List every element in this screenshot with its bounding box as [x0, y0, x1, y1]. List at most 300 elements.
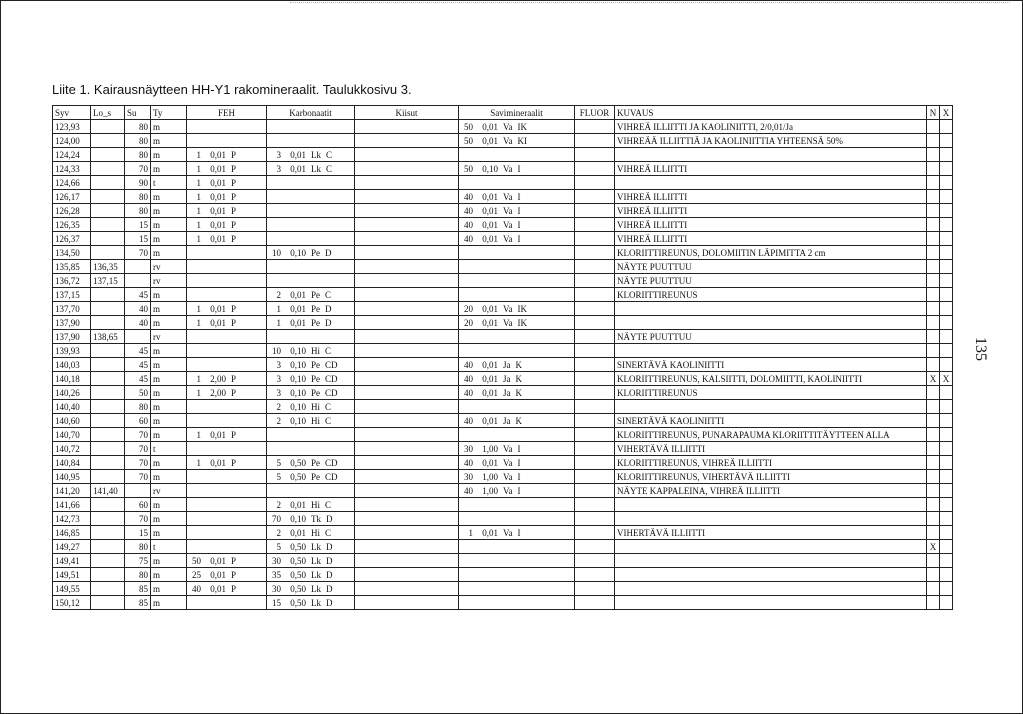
feh-amount: 1: [196, 177, 201, 188]
syv-value: 150,12: [55, 597, 80, 608]
feh-amount: 25: [192, 569, 201, 580]
feh-amount: 50: [192, 555, 201, 566]
sav-mineral: I: [517, 471, 521, 482]
ty-value: m: [153, 555, 161, 566]
syv-value: 140,26: [55, 387, 80, 398]
syv-value: 149,51: [55, 569, 80, 580]
karb-mineral: C: [325, 345, 332, 356]
karb-mineral: D: [326, 541, 333, 552]
sav-type: Va: [503, 527, 513, 538]
sav-amount: 40: [464, 233, 473, 244]
header-karbonaatit: Karbonaatit: [267, 106, 355, 120]
karb-amount: 3: [276, 387, 281, 398]
table-row: [53, 582, 953, 596]
sav-thickness: 0,01: [482, 121, 498, 132]
karb-thickness: 0,50: [290, 457, 306, 468]
karb-mineral: C: [326, 149, 333, 160]
table-row: [53, 176, 953, 190]
feh-thickness: 0,01: [210, 163, 226, 174]
karb-mineral: CD: [325, 359, 338, 370]
su-value: 80: [139, 401, 148, 412]
table-row: [53, 596, 953, 610]
kuvaus-value: VIHREÄ ILLIITTI JA KAOLINIITTI, 2/0,01/Ja: [617, 121, 793, 132]
sav-mineral: K: [515, 373, 522, 384]
syv-value: 126,17: [55, 191, 80, 202]
feh-amount: 1: [196, 163, 201, 174]
table-row: [53, 148, 953, 162]
feh-amount: 1: [196, 149, 201, 160]
sav-thickness: 1,00: [482, 443, 498, 454]
karb-thickness: 0,01: [290, 317, 306, 328]
karb-mineral: D: [326, 597, 333, 608]
table-row: [53, 540, 953, 554]
karb-thickness: 0,10: [290, 359, 306, 370]
page-number: 135: [972, 337, 989, 361]
sav-type: Va: [503, 485, 513, 496]
sav-mineral: KI: [517, 135, 527, 146]
su-value: 80: [139, 149, 148, 160]
sav-amount: 40: [464, 457, 473, 468]
ty-value: m: [153, 359, 161, 370]
table-row: [53, 414, 953, 428]
syv-value: 126,37: [55, 233, 80, 244]
x-value: X: [942, 373, 950, 384]
su-value: 70: [139, 457, 148, 468]
ty-value: m: [153, 289, 161, 300]
header-su: Su: [125, 106, 151, 120]
su-value: 75: [139, 555, 148, 566]
karb-thickness: 0,10: [290, 247, 306, 258]
karb-thickness: 0,50: [290, 471, 306, 482]
table-row: [53, 386, 953, 400]
table-row: [53, 512, 953, 526]
ty-value: rv: [153, 275, 161, 286]
karb-type: Hi: [311, 499, 320, 510]
syv-value: 140,95: [55, 471, 80, 482]
karb-thickness: 0,10: [290, 401, 306, 412]
table-row: [53, 568, 953, 582]
su-value: 40: [139, 303, 148, 314]
karb-amount: 1: [276, 317, 281, 328]
feh-thickness: 0,01: [210, 569, 226, 580]
sav-mineral: K: [515, 415, 522, 426]
n-value: X: [929, 541, 937, 552]
feh-amount: 40: [192, 583, 201, 594]
karb-thickness: 0,50: [290, 583, 306, 594]
feh-thickness: 0,01: [210, 317, 226, 328]
karb-amount: 5: [276, 471, 281, 482]
feh-type: P: [231, 373, 237, 384]
table-row: [53, 120, 953, 134]
karb-amount: 10: [272, 247, 281, 258]
karb-mineral: C: [325, 401, 332, 412]
karb-amount: 30: [272, 583, 281, 594]
header-syv: Syv: [53, 106, 91, 120]
header-ty: Ty: [151, 106, 187, 120]
table-row: [53, 330, 953, 344]
syv-value: 137,90: [55, 331, 80, 342]
syv-value: 149,41: [55, 555, 80, 566]
feh-thickness: 0,01: [210, 233, 226, 244]
sav-type: Va: [503, 219, 513, 230]
feh-type: P: [231, 387, 237, 398]
feh-type: P: [231, 163, 237, 174]
ty-value: m: [153, 387, 161, 398]
ty-value: m: [153, 457, 161, 468]
sav-amount: 30: [464, 471, 473, 482]
feh-type: P: [231, 569, 237, 580]
table-row: [53, 344, 953, 358]
feh-amount: 1: [196, 219, 201, 230]
su-value: 70: [139, 513, 148, 524]
feh-thickness: 0,01: [210, 303, 226, 314]
su-value: 85: [139, 597, 148, 608]
karb-mineral: C: [325, 499, 332, 510]
sav-amount: 40: [464, 205, 473, 216]
table-row: [53, 456, 953, 470]
table-row: [53, 302, 953, 316]
su-value: 50: [139, 387, 148, 398]
su-value: 60: [139, 415, 148, 426]
table-row: [53, 246, 953, 260]
syv-value: 142,73: [55, 513, 80, 524]
karb-type: Hi: [311, 401, 320, 412]
karb-thickness: 0,10: [290, 387, 306, 398]
sav-type: Va: [503, 457, 513, 468]
sav-thickness: 0,01: [482, 457, 498, 468]
feh-thickness: 2,00: [210, 373, 226, 384]
sav-mineral: I: [517, 457, 521, 468]
sav-mineral: K: [515, 359, 522, 370]
sav-thickness: 1,00: [482, 485, 498, 496]
sav-amount: 40: [464, 415, 473, 426]
karb-amount: 35: [272, 569, 281, 580]
sav-mineral: I: [517, 527, 521, 538]
karb-amount: 2: [276, 415, 281, 426]
lo-s-value: 141,40: [93, 485, 118, 496]
su-value: 45: [139, 373, 148, 384]
sav-mineral: K: [515, 387, 522, 398]
ty-value: m: [153, 121, 161, 132]
su-value: 45: [139, 359, 148, 370]
syv-value: 137,70: [55, 303, 80, 314]
table-body: [53, 120, 953, 610]
karb-thickness: 0,01: [290, 163, 306, 174]
karb-thickness: 0,01: [290, 527, 306, 538]
ty-value: t: [153, 443, 156, 454]
karb-thickness: 0,10: [290, 415, 306, 426]
sav-amount: 20: [464, 317, 473, 328]
kuvaus-value: KLORIITTIREUNUS, PUNARAPAUMA KLORIITTITÄYTTEEN ALLA: [617, 429, 890, 440]
su-value: 90: [139, 177, 148, 188]
karb-mineral: CD: [325, 471, 338, 482]
su-value: 80: [139, 135, 148, 146]
sav-thickness: 0,01: [482, 373, 498, 384]
feh-type: P: [231, 457, 237, 468]
sav-thickness: 0,01: [482, 219, 498, 230]
top-edge-marks: [290, 2, 1010, 4]
feh-type: P: [231, 429, 237, 440]
kuvaus-value: VIHREÄÄ ILLIITTIÄ JA KAOLINIITTIA YHTEENSÄ 50%: [617, 135, 843, 146]
karb-amount: 2: [276, 289, 281, 300]
table-row: [53, 526, 953, 540]
sav-type: Va: [503, 443, 513, 454]
su-value: 70: [139, 429, 148, 440]
sav-type: Va: [503, 205, 513, 216]
kuvaus-value: SINERTÄVÄ KAOLINIITTI: [617, 415, 725, 426]
karb-amount: 15: [272, 597, 281, 608]
sav-amount: 40: [464, 191, 473, 202]
table-row: [53, 470, 953, 484]
lo-s-value: 137,15: [93, 275, 118, 286]
header-row: [53, 106, 953, 120]
feh-type: P: [231, 583, 237, 594]
feh-type: P: [231, 205, 237, 216]
feh-thickness: 0,01: [210, 429, 226, 440]
ty-value: m: [153, 345, 161, 356]
karb-thickness: 0,50: [290, 569, 306, 580]
syv-value: 146,85: [55, 527, 80, 538]
karb-type: Lk: [311, 569, 321, 580]
syv-value: 140,40: [55, 401, 80, 412]
sav-type: Va: [503, 233, 513, 244]
header-n: N: [927, 106, 940, 120]
table-row: [53, 358, 953, 372]
karb-thickness: 0,50: [290, 541, 306, 552]
table-row: [53, 162, 953, 176]
feh-type: P: [231, 149, 237, 160]
sav-type: Va: [503, 303, 513, 314]
ty-value: m: [153, 499, 161, 510]
feh-amount: 1: [196, 457, 201, 468]
ty-value: t: [153, 541, 156, 552]
karb-type: Pe: [311, 359, 320, 370]
karb-mineral: C: [325, 289, 332, 300]
karb-type: Pe: [311, 457, 320, 468]
sav-type: Ja: [503, 359, 511, 370]
feh-type: P: [231, 233, 237, 244]
ty-value: m: [153, 597, 161, 608]
header-lo-s: Lo_s: [91, 106, 125, 120]
sav-thickness: 0,01: [482, 415, 498, 426]
kuvaus-value: KLORIITTIREUNUS: [617, 289, 698, 300]
syv-value: 140,60: [55, 415, 80, 426]
karb-type: Hi: [311, 415, 320, 426]
su-value: 45: [139, 345, 148, 356]
sav-amount: 40: [464, 485, 473, 496]
karb-amount: 2: [276, 527, 281, 538]
sav-thickness: 0,01: [482, 135, 498, 146]
su-value: 80: [139, 541, 148, 552]
karb-amount: 10: [272, 345, 281, 356]
karb-amount: 30: [272, 555, 281, 566]
ty-value: m: [153, 303, 161, 314]
sav-type: Va: [503, 135, 513, 146]
karb-mineral: C: [326, 163, 333, 174]
table-row: [53, 498, 953, 512]
ty-value: m: [153, 527, 161, 538]
ty-value: m: [153, 471, 161, 482]
header-savimineraalit: Savimineraalit: [459, 106, 575, 120]
feh-type: P: [231, 177, 237, 188]
sav-amount: 30: [464, 443, 473, 454]
karb-mineral: C: [325, 527, 332, 538]
karb-amount: 2: [276, 401, 281, 412]
table-row: [53, 134, 953, 148]
lo-s-value: 138,65: [93, 331, 118, 342]
syv-value: 141,20: [55, 485, 80, 496]
syv-value: 140,72: [55, 443, 80, 454]
sav-type: Va: [503, 163, 513, 174]
kuvaus-value: NÄYTE PUUTTUU: [617, 331, 692, 342]
sav-thickness: 0,01: [482, 359, 498, 370]
sav-mineral: I: [517, 233, 521, 244]
su-value: 15: [139, 219, 148, 230]
feh-thickness: 0,01: [210, 457, 226, 468]
ty-value: m: [153, 191, 161, 202]
n-value: X: [929, 373, 937, 384]
su-value: 45: [139, 289, 148, 300]
sav-thickness: 0,01: [482, 205, 498, 216]
sav-amount: 50: [464, 135, 473, 146]
sav-type: Va: [503, 121, 513, 132]
karb-type: Lk: [311, 149, 321, 160]
karb-type: Pe: [311, 247, 320, 258]
feh-thickness: 0,01: [210, 191, 226, 202]
sav-amount: 20: [464, 303, 473, 314]
karb-mineral: D: [325, 303, 332, 314]
su-value: 70: [139, 471, 148, 482]
table-row: [53, 190, 953, 204]
sav-amount: 50: [464, 121, 473, 132]
sav-mineral: I: [517, 443, 521, 454]
ty-value: m: [153, 569, 161, 580]
sav-thickness: 0,01: [482, 303, 498, 314]
karb-type: Lk: [311, 163, 321, 174]
karb-thickness: 0,10: [290, 345, 306, 356]
syv-value: 124,66: [55, 177, 80, 188]
feh-amount: 1: [196, 205, 201, 216]
table-row: [53, 288, 953, 302]
karb-thickness: 0,50: [290, 597, 306, 608]
feh-amount: 1: [196, 317, 201, 328]
sav-thickness: 0,01: [482, 387, 498, 398]
karb-type: Lk: [311, 541, 321, 552]
table-row: [53, 400, 953, 414]
sav-mineral: I: [517, 205, 521, 216]
sav-thickness: 0,01: [482, 527, 498, 538]
feh-amount: 1: [196, 303, 201, 314]
su-value: 70: [139, 163, 148, 174]
feh-thickness: 0,01: [210, 205, 226, 216]
kuvaus-value: VIHREÄ ILLIITTI: [617, 191, 688, 202]
table-row: [53, 372, 953, 386]
header-fluor: FLUOR: [575, 106, 615, 120]
ty-value: t: [153, 177, 156, 188]
su-value: 80: [139, 569, 148, 580]
karb-mineral: D: [326, 569, 333, 580]
ty-value: m: [153, 401, 161, 412]
karb-thickness: 0,01: [290, 303, 306, 314]
table-row: [53, 484, 953, 498]
sav-thickness: 0,01: [482, 317, 498, 328]
kuvaus-value: VIHREÄ ILLIITTI: [617, 205, 688, 216]
karb-type: Pe: [311, 387, 320, 398]
karb-mineral: D: [326, 513, 333, 524]
syv-value: 135,85: [55, 261, 80, 272]
karb-mineral: D: [326, 583, 333, 594]
feh-thickness: 0,01: [210, 177, 226, 188]
table-row: [53, 428, 953, 442]
syv-value: 134,50: [55, 247, 80, 258]
sav-mineral: I: [517, 485, 521, 496]
ty-value: m: [153, 317, 161, 328]
table-row: [53, 274, 953, 288]
feh-thickness: 2,00: [210, 387, 226, 398]
sav-thickness: 0,01: [482, 191, 498, 202]
ty-value: rv: [153, 485, 161, 496]
feh-type: P: [231, 555, 237, 566]
feh-type: P: [231, 191, 237, 202]
sav-mineral: IK: [517, 317, 527, 328]
karb-mineral: CD: [325, 457, 338, 468]
mineral-table: [52, 105, 953, 610]
karb-amount: 70: [272, 513, 281, 524]
ty-value: m: [153, 205, 161, 216]
su-value: 15: [139, 233, 148, 244]
karb-amount: 1: [276, 303, 281, 314]
karb-thickness: 0,10: [290, 373, 306, 384]
sav-mineral: I: [517, 191, 521, 202]
feh-type: P: [231, 219, 237, 230]
kuvaus-value: NÄYTE PUUTTUU: [617, 275, 692, 286]
lo-s-value: 136,35: [93, 261, 118, 272]
ty-value: m: [153, 163, 161, 174]
karb-type: Lk: [311, 555, 321, 566]
sav-amount: 40: [464, 359, 473, 370]
karb-amount: 3: [276, 359, 281, 370]
ty-value: m: [153, 583, 161, 594]
table-row: [53, 232, 953, 246]
karb-amount: 5: [276, 541, 281, 552]
table-row: [53, 260, 953, 274]
syv-value: 139,93: [55, 345, 80, 356]
kuvaus-value: KLORIITTIREUNUS, DOLOMIITIN LÄPIMITTA 2 cm: [617, 247, 826, 258]
karb-type: Pe: [311, 471, 320, 482]
syv-value: 126,35: [55, 219, 80, 230]
kuvaus-value: VIHERTÄVÄ ILLIITTI: [617, 527, 706, 538]
karb-type: Pe: [311, 289, 320, 300]
kuvaus-value: NÄYTE PUUTTUU: [617, 261, 692, 272]
header-feh: FEH: [187, 106, 267, 120]
karb-amount: 3: [276, 373, 281, 384]
table-row: [53, 218, 953, 232]
karb-mineral: D: [325, 247, 332, 258]
karb-type: Pe: [311, 373, 320, 384]
table-row: [53, 204, 953, 218]
sav-amount: 40: [464, 387, 473, 398]
header-kuvaus: KUVAUS: [615, 106, 927, 120]
table-row: [53, 554, 953, 568]
feh-type: P: [231, 317, 237, 328]
sav-mineral: I: [517, 219, 521, 230]
karb-type: Hi: [311, 527, 320, 538]
karb-type: Lk: [311, 583, 321, 594]
su-value: 85: [139, 583, 148, 594]
syv-value: 126,28: [55, 205, 80, 216]
sav-thickness: 0,10: [482, 163, 498, 174]
kuvaus-value: KLORIITTIREUNUS, VIHREÄ ILLIITTI: [617, 457, 773, 468]
